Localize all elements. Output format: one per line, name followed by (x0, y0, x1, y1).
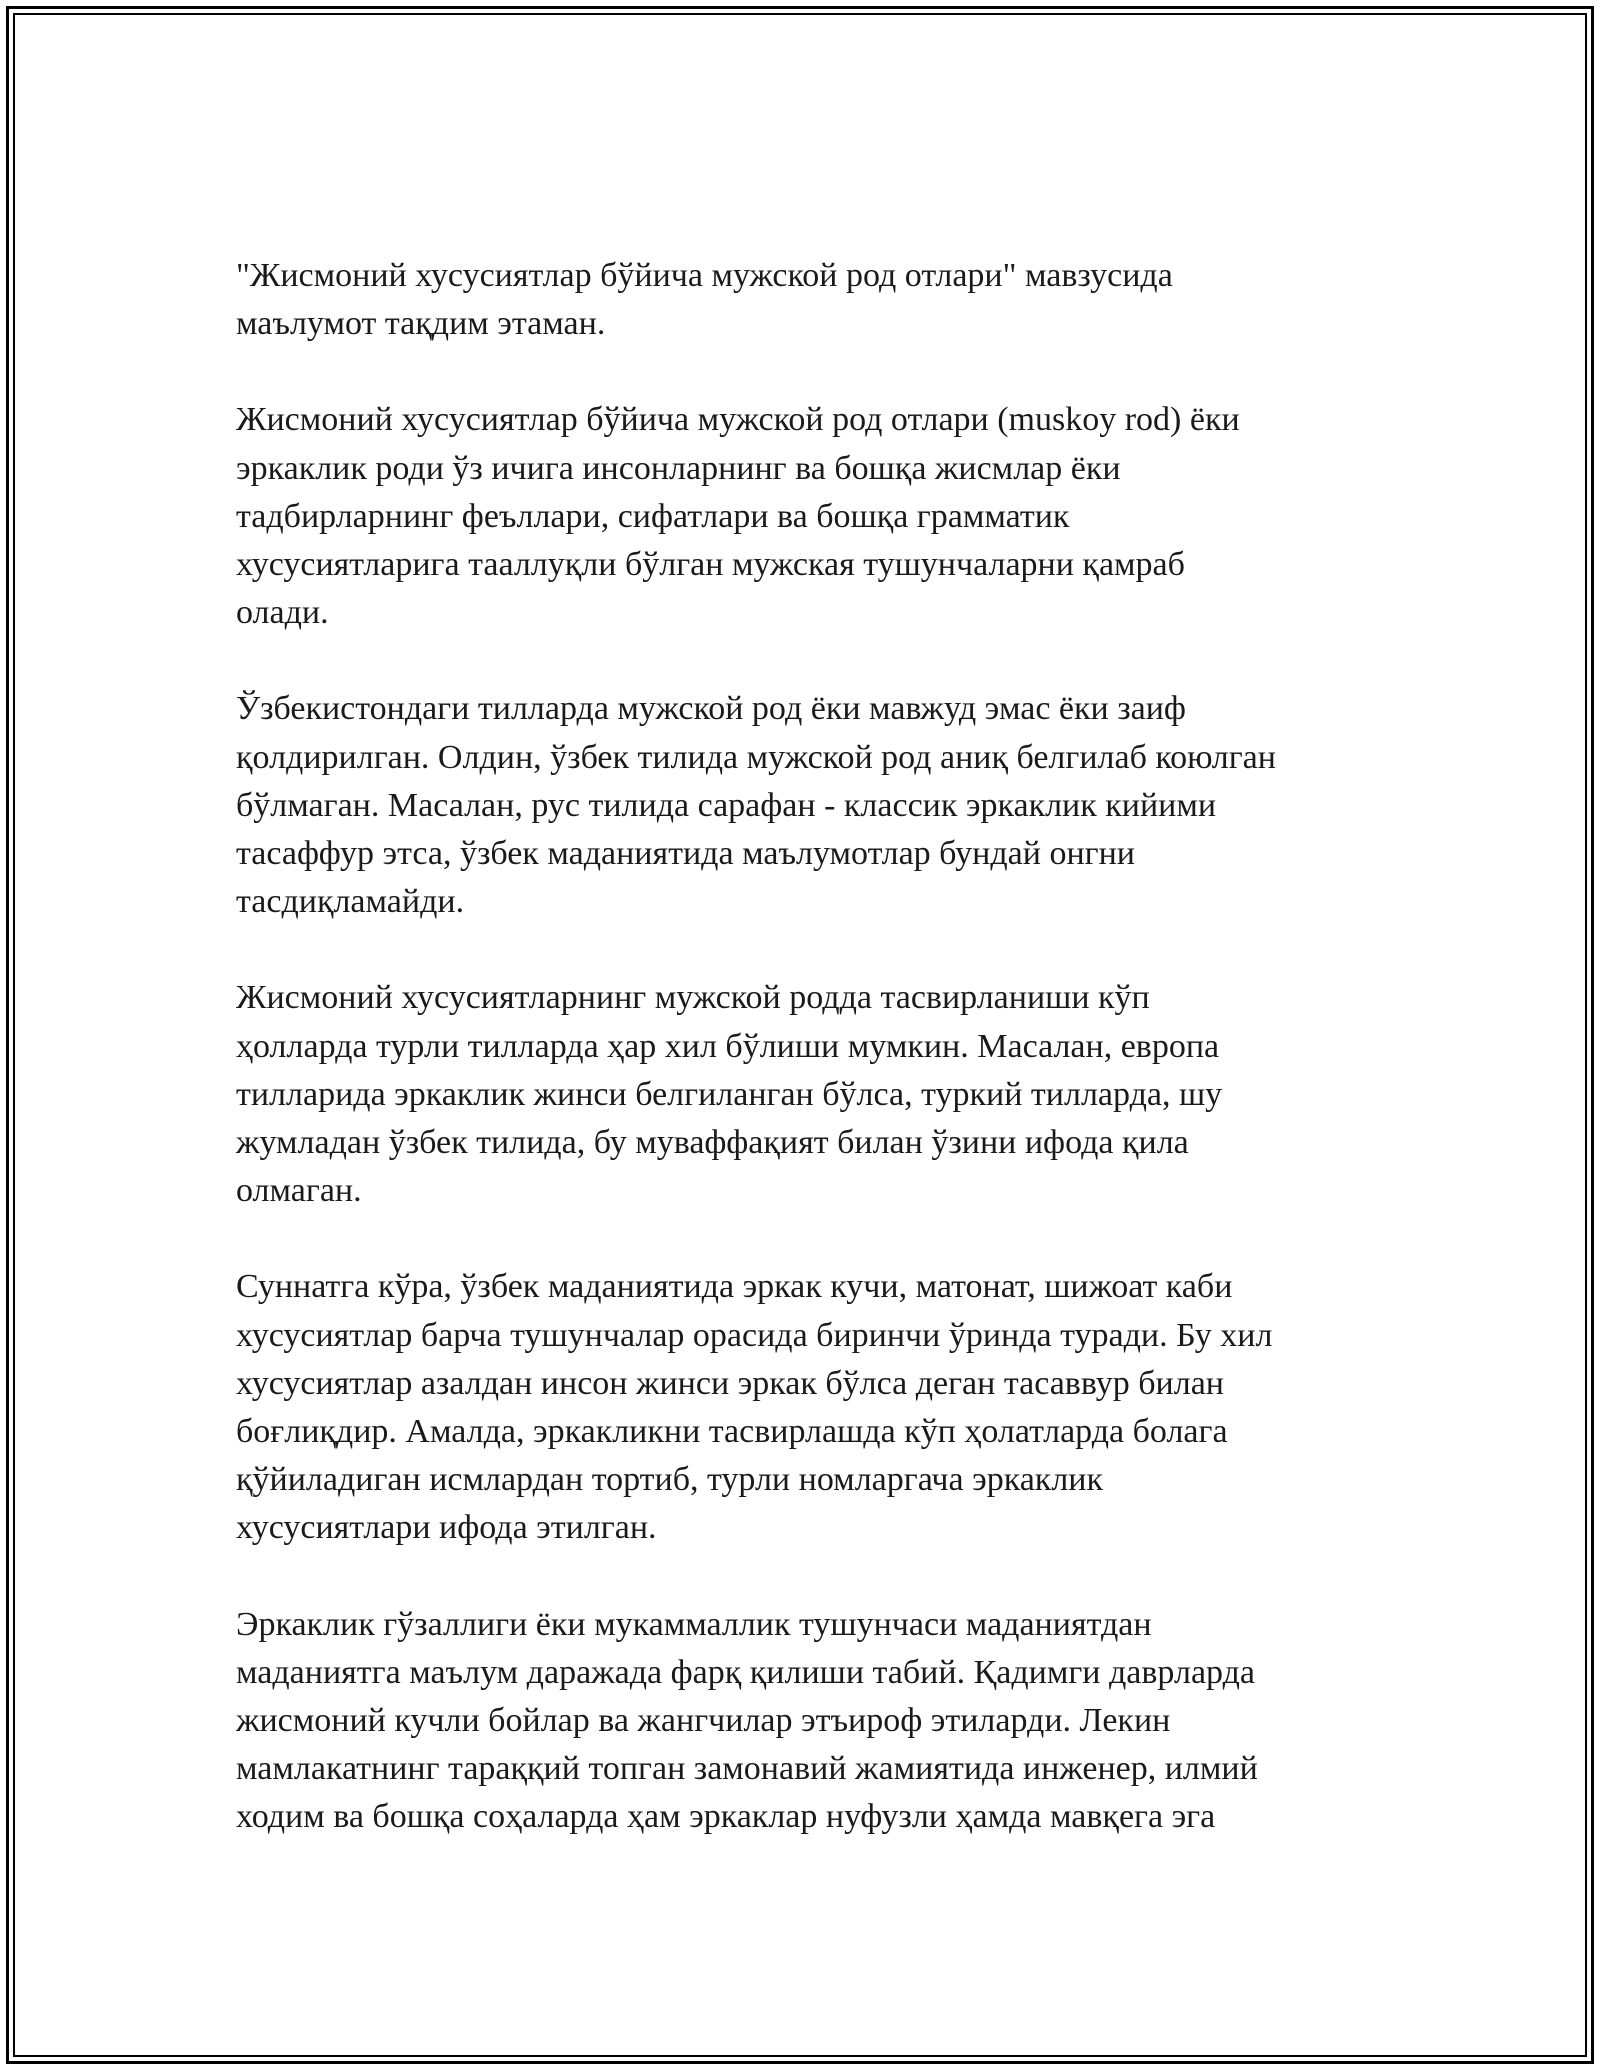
text-line: эркаклик роди ўз ичига инсонларнинг ва бошқа жисмлар ёки (236, 449, 1121, 487)
text-line: хусусиятлар барча тушунчалар орасида биринчи ўринда туради. Бу хил (236, 1316, 1273, 1354)
text-line: Жисмоний хусусиятлар бўйича мужской род отлари (muskoy rod) ёки (236, 401, 1240, 439)
paragraph-6 (236, 1601, 1396, 1842)
text-line: бўлмаган. Масалан, рус тилида сарафан - классик эркаклик кийими (236, 786, 1217, 824)
text-line: маълумот тақдим этаман. (236, 305, 606, 343)
paragraph-4 (236, 974, 1396, 1215)
text-line: Суннатга кўра, ўзбек маданиятида эркак кучи, матонат, шижоат каби (236, 1268, 1233, 1306)
text-line: жисмоний кучли бойлар ва жангчилар этъироф этиларди. Лекин (236, 1702, 1171, 1740)
text-line: мамлакатнинг тараққий топган замонавий жамиятида инженер, илмий (236, 1750, 1258, 1788)
text-line: Ўзбекистондаги тилларда мужской род ёки мавжуд эмас ёки заиф (236, 690, 1186, 728)
text-line: олади. (236, 594, 329, 632)
text-line: Эркаклик гўзаллиги ёки мукаммаллик тушунчаси маданиятдан (236, 1605, 1152, 1643)
paragraph-3 (236, 685, 1396, 926)
text-line: хусусиятлар азалдан инсон жинси эркак бўлса деган тасаввур билан (236, 1364, 1224, 1402)
text-line: тадбирларнинг феъллари, сифатлари ва бошқа грамматик (236, 497, 1070, 535)
text-line: олмаган. (236, 1172, 362, 1210)
text-line: қўйиладиган исмлардан тортиб, турли номларгача эркаклик (236, 1461, 1103, 1499)
text-line: хусусиятлари ифода этилган. (236, 1509, 657, 1547)
text-line: ходим ва бошқа соҳаларда ҳам эркаклар нуфузли ҳамда мавқега эга (236, 1798, 1216, 1836)
text-line: хусусиятларига тааллуқли бўлган мужская тушунчаларни қамраб (236, 546, 1185, 584)
text-line: қолдирилган. Олдин, ўзбек тилида мужской род аниқ белгилаб коюлган (236, 738, 1276, 776)
text-line: тасаффур этса, ўзбек маданиятида маълумотлар бундай онгни (236, 835, 1135, 873)
text-line: тасдиқламайди. (236, 883, 465, 921)
text-line: маданиятга маълум даражада фарқ қилиши табий. Қадимги даврларда (236, 1653, 1255, 1691)
text-line: ҳолларда турли тилларда ҳар хил бўлиши мумкин. Масалан, европа (236, 1027, 1220, 1065)
document-body (236, 252, 1396, 1890)
text-line: Жисмоний хусусиятларнинг мужской родда тасвирланиши кўп (236, 979, 1150, 1017)
paragraph-2 (236, 396, 1396, 637)
paragraph-1 (236, 252, 1396, 348)
text-line: "Жисмоний хусусиятлар бўйича мужской род отлари" мавзусида (236, 257, 1173, 294)
text-line: боғлиқдир. Амалда, эркакликни тасвирлашда кўп ҳолатларда болага (236, 1413, 1228, 1451)
text-line: тилларида эркаклик жинси белгиланган бўлса, туркий тилларда, шу (236, 1075, 1223, 1113)
text-line: жумладан ўзбек тилида, бу муваффақият билан ўзини ифода қила (236, 1124, 1189, 1162)
paragraph-5 (236, 1263, 1396, 1552)
